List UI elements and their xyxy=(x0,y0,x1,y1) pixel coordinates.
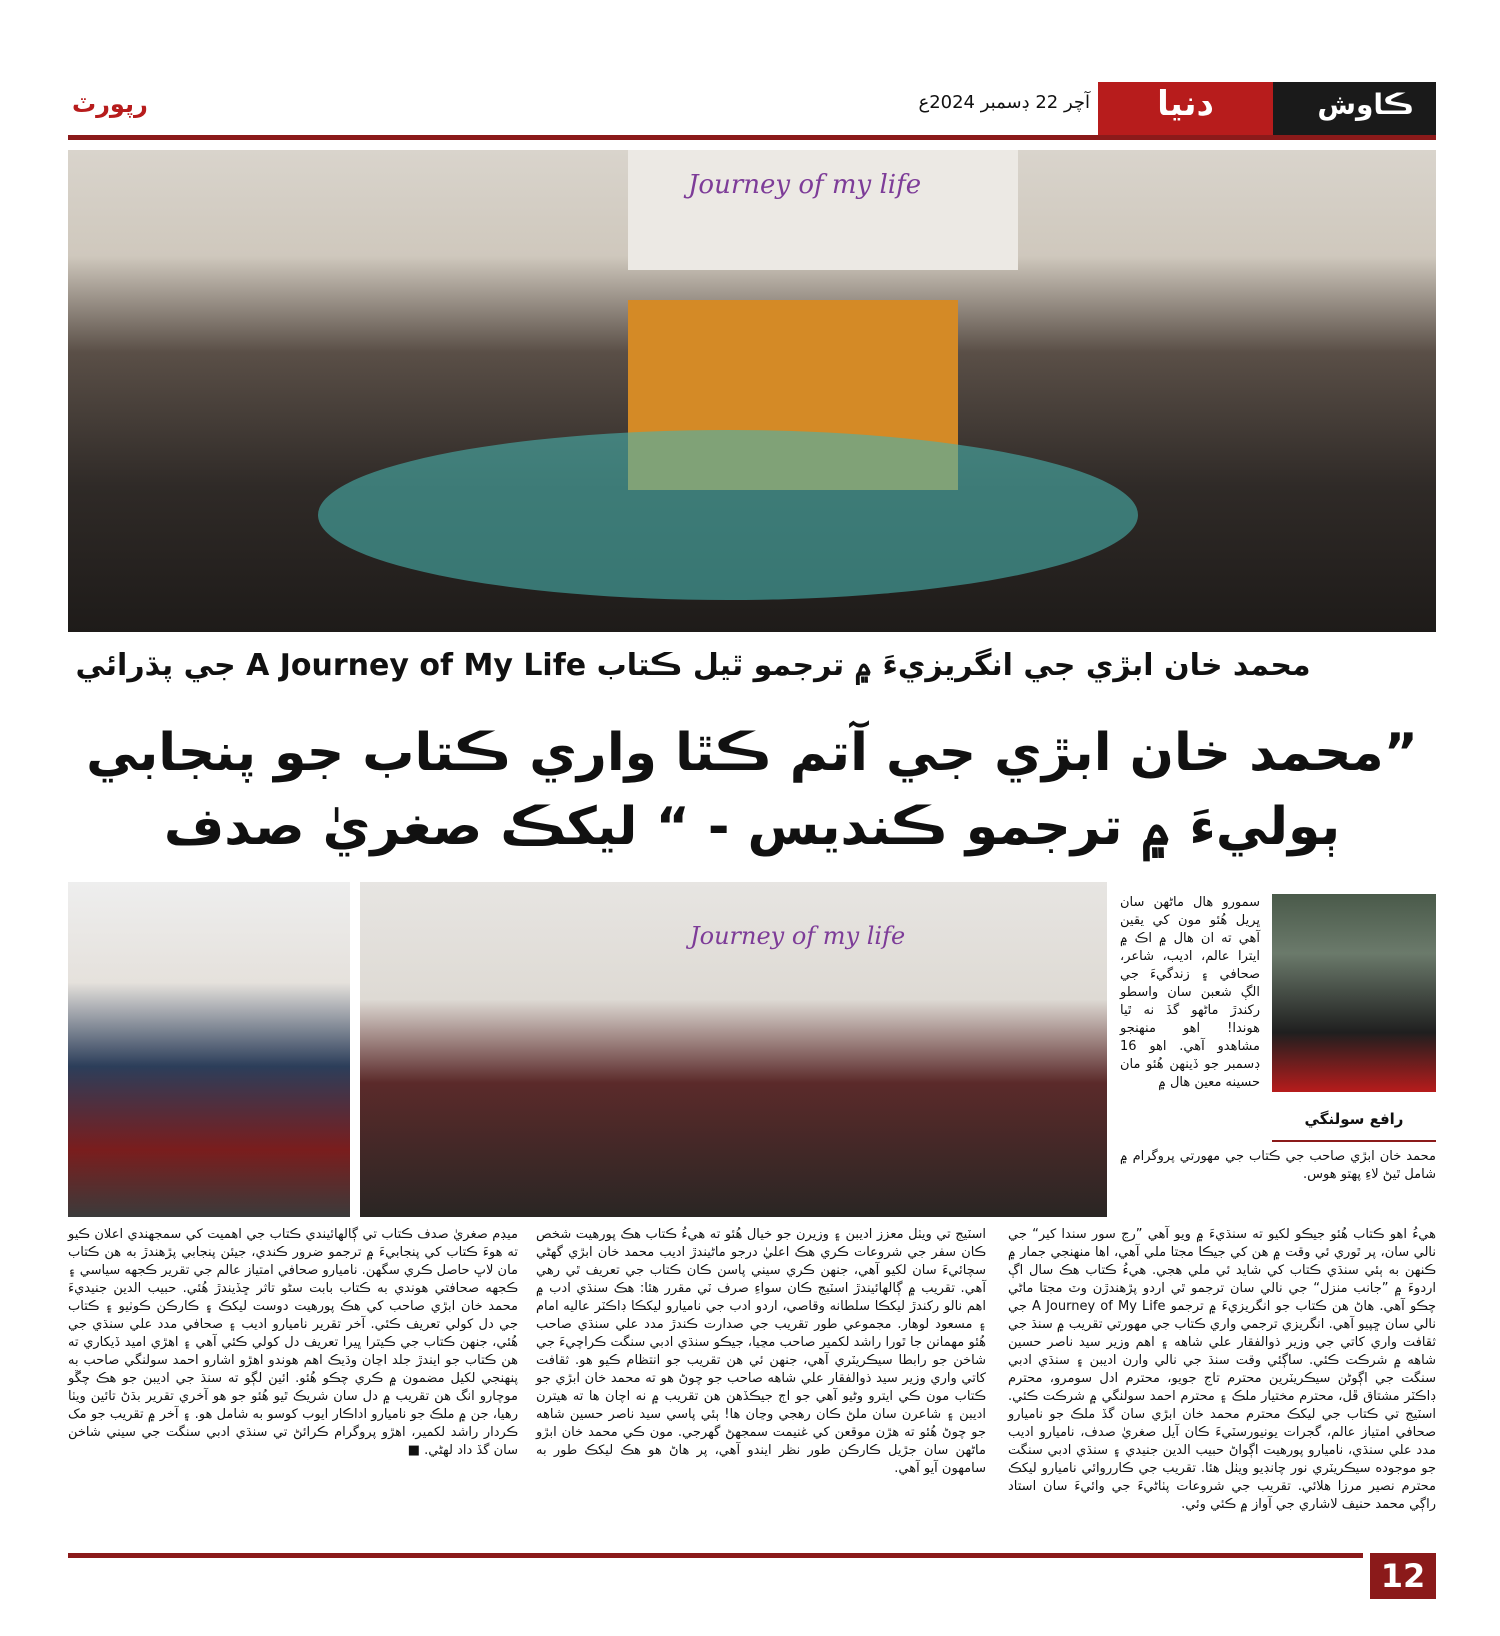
hero-photo-audience xyxy=(68,150,1436,632)
author-photo xyxy=(1272,894,1436,1092)
book-launch-photo xyxy=(360,882,1107,1217)
article-column-3: ميڊم صغريٰ صدف ڪتاب تي ڳالهائيندي ڪتاب جي اهميت کي سمجهندي اعلان ڪيو ته هوءَ ڪتاب کي پنجابيءَ ۾ ترجمو ضرور ڪندي، جيئن پنجابي پڙهندڙ به هن ڪتاب مان لاڀ حاصل ڪري سگهن. ناميارو صحافي امتياز عالم جي تقرير ڪجهه سياسي ۽ ڪجهه صحافتي هوندي به ڪتاب بابت سڻو تاثر ڇڏيندڙ هُئي. حبيب الدين جنيديءَ محمد خان ابڙي صاحب کي هڪ پورهيت دوست ليکڪ ۽ ڪارڪن ڪوٺيو ۽ ڪتاب جي دل کولي تعريف ڪئي. آخر تقرير ناميارو اديب ۽ صحافي مدد علي سنڌي جي هُئي، جنهن ڪتاب جي ڪيترا ڀيرا تعريف دل کولي ڪئي آهي ۽ اهڙي اميد ڏيکاري ته هن ڪتاب جو ايندڙ جلد اڃان وڌيڪ اهم هوندو اهڙو اشارو احمد سولنگي صاحب به پنهنجي لکيل مضمون ۾ ڪري چڪو هُئو. ائين لڳو ته سنڌ جي اديبن جو هڪ چڱو موچارو انگ هن تقريب ۾ دل سان شريڪ ٿيو هُئو جو هو آخري تقرير بڌڻ تائين ويٺا رهيا، جن ۾ ملڪ جو ناميارو اداڪار ايوب کوسو به شامل هو. ۽ آخر ۾ تقريب جو مک ڪردار راشد لکمير، اهڙو پروگرام ڪرائڻ تي سنڌي ادبي سنگت جي سيني شاخن سان گڏ داد لهڻي. ■ xyxy=(68,1227,518,1458)
hero-banner-text: Journey of my life xyxy=(688,170,922,200)
article-intro: محمد خان ابڙي صاحب جي ڪتاب جي مهورتي پروگرام ۾ شامل ٿيڻ لاءِ پهتو هوس. xyxy=(1120,1149,1436,1182)
header-rule xyxy=(68,135,1436,140)
article-headline: ”محمد خان ابڙي جي آتم ڪٿا واري ڪتاب جو پنجابي ٻوليءَ ۾ ترجمو ڪنديس - “ ليکڪ صغريٰ صدف xyxy=(86,723,1418,857)
logo-kawish: ڪاوش xyxy=(1317,88,1414,121)
footer-rule xyxy=(68,1553,1363,1558)
issue-date: آچر 22 ڊسمبر 2024ع xyxy=(918,92,1090,113)
logo-dunya: دنيا xyxy=(1157,84,1214,124)
article-column-2: اسٽيج تي ويٺل معزز اديبن ۽ وزيرن جو خيال هُئو ته هيءُ ڪتاب هڪ پورهيت شخص ڪان سفر جي شروعات ڪري هڪ اعليٰ درجو ماڻيندڙ اديب محمد خان ابڙي گهڻي سچائيءَ سان لکيو آهي، جنهن ڪري سيني پاسن ڪان ڪتاب جي تعريف ٿي رهي آهي. تقريب ۾ ڳالهائيندڙ اسٽيج ڪان سواءِ صرف ٽي مقرر هئا: هڪ سنڌي ادب ۾ اهم نالو رکندڙ ليکڪا سلطانه وقاصي، اردو ادب جي ناميارو ليکڪا ڊاڪٽر عاليه امام ۽ مسعود لوهار. مجموعي طور تقريب جي صدارت ڪندڙ مدد علي سنڌي صاحب هُئو مهمانن جا ٿورا راشد لکمير صاحب مڃيا، جيڪو سنڌي ادبي سنگت ڪراچيءَ جي شاخن جو رابطا سيڪريٽري آهي، جنهن ئي هن تقريب جو انتظام ڪيو هو. ثقافت کاتي واري وزير سيد ذوالفقار علي شاهه صاحب جو چوڻ هو ته محمد خان ابڙي جو ڪتاب مون ڪي ايترو وڻيو آهي جو اڄ جيڪڏهن هن تقريب ۾ نه اچان ها ته هيترن اديبن ۽ شاعرن سان ملڻ ڪان رهجي وڃان ها! ٻئي پاسي سيد ناصر حسين شاهه جو چوڻ هُئو ته هڙن موقعن کي غنيمت سمجهڻ گهرجي. مون ڪي محمد خان ابڙو ماڻهن سان جڙيل ڪارڪن طور نظر ايندو آهي، پر هاڻ هو هڪ ليکڪ طور به سامهون آيو آهي. xyxy=(536,1227,986,1476)
author-rule xyxy=(1272,1140,1436,1142)
author-name: رافع سولنگي xyxy=(1304,1110,1404,1128)
section-label: رپورٽ xyxy=(72,90,148,118)
article-column-1: هيءُ اهو ڪتاب هُئو جيڪو لکيو ته سنڌيءَ ۾ ويو آهي ”رڃ سور سندا کير“ جي نالي سان، پر ٿوري ئي وقت ۾ هن کي جيڪا مجتا ملي آهي، اها منهنجي جمار ۾ ڪنهن به ٻئي سنڌي ڪتاب کي شايد ئي ملي هجي. هيءُ ڪتاب هڪ سال اڳ اردوءَ ۾ ”جانب منزل“ جي نالي سان ترجمو ٿي اردو پڙهندڙن وٽ مجتا ماڻي چڪو آهي. هاڻ هن ڪتاب جو انگريزيءَ ۾ ترجمو A Journey of My Life جي نالي سان ڇپيو آهي. انگريزي ترجمي واري ڪتاب جي مهورتي تقريب ۾ سنڌ جي ثقافت واري کاتي جي وزير ذوالفقار علي شاهه ۽ اهم وزير سيد ناصر حسين شاهه ۾ شرڪت ڪئي. ساڳئي وقت سنڌ جي نالي وارن اديبن ۽ سنڌي ادبي سنگت جي اڳوڻن سيڪريٽرين محترم تاج جويو، محترم ادل سومرو، محترم ڊاڪٽر مشتاق ڦل، محترم مختيار ملڪ ۽ محترم احمد سولنگي ۾ شرڪت ڪئي. اسٽيج تي ڪتاب جي ليکڪ محترم محمد خان ابڙي سان گڏ ملڪ جو ناميارو صحافي امتياز عالم، گجرات يونيورسٽيءَ ڪان آيل صغريٰ صدف، ناميارو اديب مدد علي سنڌي، ناميارو پورهيت اڳواڻ حبيب الدين جنيدي ۽ سنڌي ادبي سنگت جو موجوده سيڪريٽري نور چانڊيو ويٺل هئا. تقريب جي ڪارروائي ناميارو ليکڪ محترم نصير مرزا هلائي. تقريب جي شروعات پٺاڻيءَ جي وائيءَ سان استاد راڳي محمد حنيف لاشاري جي آواز ۾ ڪئي وئي. xyxy=(1008,1227,1436,1512)
hero-floor xyxy=(318,430,1138,600)
hero-stage-banner xyxy=(628,150,1018,270)
article-subhead: محمد خان ابڙي جي انگريزيءَ ۾ ترجمو ٿيل ڪتاب A Journey of My Life جي پڌرائي xyxy=(75,648,1311,683)
masthead-logo xyxy=(1098,82,1436,137)
page-number: 12 xyxy=(1370,1553,1436,1599)
logo-red-block xyxy=(1098,82,1273,137)
speaker-photo xyxy=(68,882,350,1217)
byline-column-text: سمورو هال ماڻهن سان ڀريل هُئو مون کي يقين آهي ته ان هال ۾ اڪ ۾ ايترا عالم، اديب، شاعر، صحافي ۽ زندگيءَ جي الڳ شعبن سان واسطو رکندڙ ماڻهو گڏ نه ٿيا هوندا! اهو منهنجو مشاهدو آهي. اهو 16 ڊسمبر جو ڏينهن هُئو مان حسينه معين هال ۾ xyxy=(1120,895,1260,1090)
book-launch-banner-text: Journey of my life xyxy=(690,922,906,950)
